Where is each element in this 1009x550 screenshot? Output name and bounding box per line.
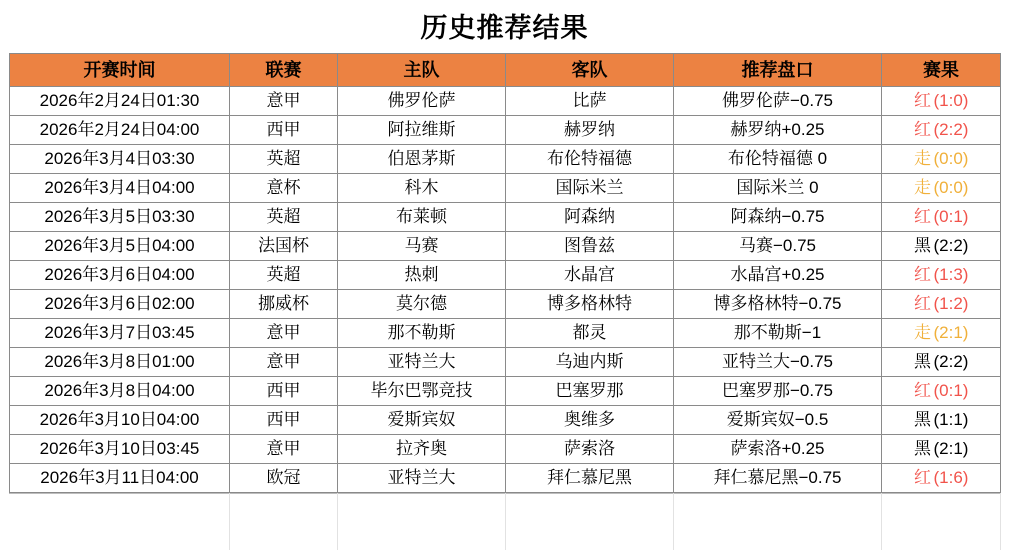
page-title: 历史推荐结果	[420, 13, 589, 43]
result-score: (2:1)	[933, 439, 969, 458]
cell-away: 阿森纳	[506, 203, 674, 232]
cell-home: 拉齐奥	[338, 435, 506, 464]
empty-cell	[9, 494, 229, 523]
column-header-time: 开赛时间	[10, 54, 230, 87]
result-score: (1:3)	[933, 265, 969, 284]
cell-home: 佛罗伦萨	[338, 87, 506, 116]
cell-time: 2026年3月8日04:00	[10, 377, 230, 406]
empty-row	[9, 522, 1000, 550]
cell-time: 2026年3月10日04:00	[10, 406, 230, 435]
cell-result	[882, 348, 1001, 377]
cell-home: 布莱顿	[338, 203, 506, 232]
cell-tip: 佛罗伦萨−0.75	[674, 87, 882, 116]
result-score: (1:1)	[933, 410, 969, 429]
column-header-tip: 推荐盘口	[674, 54, 882, 87]
cell-result	[882, 406, 1001, 435]
cell-time: 2026年3月7日03:45	[10, 319, 230, 348]
cell-result	[882, 464, 1001, 493]
result-score: (2:2)	[933, 352, 969, 371]
cell-result	[882, 261, 1001, 290]
cell-time: 2026年3月4日03:30	[10, 145, 230, 174]
table-row	[10, 232, 1001, 261]
table-header-row	[10, 54, 1001, 87]
result-label: 红	[914, 207, 932, 226]
result-label: 黑	[914, 236, 932, 255]
column-header-home: 主队	[338, 54, 506, 87]
cell-league: 英超	[230, 261, 338, 290]
cell-time: 2026年3月4日04:00	[10, 174, 230, 203]
cell-home: 毕尔巴鄂竞技	[338, 377, 506, 406]
cell-away: 赫罗纳	[506, 116, 674, 145]
cell-home: 阿拉维斯	[338, 116, 506, 145]
cell-tip: 拜仁慕尼黑−0.75	[674, 464, 882, 493]
table-row	[10, 319, 1001, 348]
cell-away: 国际米兰	[506, 174, 674, 203]
empty-cell	[881, 494, 1000, 523]
cell-result	[882, 174, 1001, 203]
cell-tip: 巴塞罗那−0.75	[674, 377, 882, 406]
cell-tip: 亚特兰大−0.75	[674, 348, 882, 377]
table-row	[10, 145, 1001, 174]
result-label: 黑	[914, 439, 932, 458]
cell-away: 布伦特福德	[506, 145, 674, 174]
cell-time: 2026年3月8日01:00	[10, 348, 230, 377]
result-label: 走	[914, 149, 932, 168]
cell-result	[882, 377, 1001, 406]
cell-tip: 爱斯宾奴−0.5	[674, 406, 882, 435]
cell-time: 2026年3月6日04:00	[10, 261, 230, 290]
empty-cell	[505, 494, 673, 523]
cell-time: 2026年2月24日01:30	[10, 87, 230, 116]
cell-result	[882, 203, 1001, 232]
table-row	[10, 406, 1001, 435]
table-row	[10, 377, 1001, 406]
empty-cell	[881, 522, 1000, 550]
cell-away: 萨索洛	[506, 435, 674, 464]
cell-home: 亚特兰大	[338, 464, 506, 493]
cell-league: 欧冠	[230, 464, 338, 493]
cell-league: 西甲	[230, 377, 338, 406]
column-header-result: 赛果	[882, 54, 1001, 87]
cell-home: 莫尔德	[338, 290, 506, 319]
result-score: (1:0)	[933, 91, 969, 110]
result-score: (1:2)	[933, 294, 969, 313]
table-row	[10, 464, 1001, 493]
cell-home: 伯恩茅斯	[338, 145, 506, 174]
cell-home: 那不勒斯	[338, 319, 506, 348]
cell-league: 挪威杯	[230, 290, 338, 319]
cell-away: 拜仁慕尼黑	[506, 464, 674, 493]
cell-away: 乌迪内斯	[506, 348, 674, 377]
cell-home: 热刺	[338, 261, 506, 290]
cell-result	[882, 435, 1001, 464]
cell-away: 奥维多	[506, 406, 674, 435]
cell-away: 巴塞罗那	[506, 377, 674, 406]
cell-tip: 萨索洛+0.25	[674, 435, 882, 464]
cell-tip: 阿森纳−0.75	[674, 203, 882, 232]
table-row	[10, 290, 1001, 319]
cell-time: 2026年2月24日04:00	[10, 116, 230, 145]
cell-away: 比萨	[506, 87, 674, 116]
cell-tip: 博多格林特−0.75	[674, 290, 882, 319]
cell-time: 2026年3月10日03:45	[10, 435, 230, 464]
cell-league: 法国杯	[230, 232, 338, 261]
result-score: (2:2)	[933, 120, 969, 139]
cell-league: 西甲	[230, 116, 338, 145]
cell-tip: 马赛−0.75	[674, 232, 882, 261]
cell-away: 博多格林特	[506, 290, 674, 319]
cell-time: 2026年3月11日04:00	[10, 464, 230, 493]
cell-result	[882, 116, 1001, 145]
result-label: 走	[914, 178, 932, 197]
column-header-league: 联赛	[230, 54, 338, 87]
result-label: 红	[914, 468, 932, 487]
result-label: 红	[914, 120, 932, 139]
result-label: 红	[914, 294, 932, 313]
table-body	[10, 87, 1001, 493]
result-label: 红	[914, 381, 932, 400]
cell-result	[882, 145, 1001, 174]
cell-league: 英超	[230, 145, 338, 174]
cell-league: 意杯	[230, 174, 338, 203]
table-row	[10, 87, 1001, 116]
history-results-table	[9, 53, 1001, 493]
empty-cell	[337, 522, 505, 550]
table-row	[10, 116, 1001, 145]
empty-rows-area	[9, 493, 1000, 550]
empty-cell	[229, 494, 337, 523]
cell-time: 2026年3月5日04:00	[10, 232, 230, 261]
cell-home: 马赛	[338, 232, 506, 261]
empty-cell	[673, 494, 881, 523]
cell-home: 爱斯宾奴	[338, 406, 506, 435]
result-label: 红	[914, 91, 932, 110]
table-header	[10, 54, 1001, 87]
cell-league: 意甲	[230, 435, 338, 464]
result-score: (0:1)	[933, 381, 969, 400]
empty-grid	[9, 493, 1001, 550]
table-row	[10, 348, 1001, 377]
cell-away: 都灵	[506, 319, 674, 348]
column-header-away: 客队	[506, 54, 674, 87]
cell-tip: 国际米兰 0	[674, 174, 882, 203]
result-label: 黑	[914, 410, 932, 429]
cell-result	[882, 232, 1001, 261]
result-label: 红	[914, 265, 932, 284]
cell-result	[882, 87, 1001, 116]
result-label: 走	[914, 323, 932, 342]
result-score: (0:0)	[933, 178, 969, 197]
table-row	[10, 203, 1001, 232]
result-score: (0:0)	[933, 149, 969, 168]
table-row	[10, 261, 1001, 290]
cell-league: 西甲	[230, 406, 338, 435]
cell-tip: 布伦特福德 0	[674, 145, 882, 174]
result-score: (2:2)	[933, 236, 969, 255]
empty-cell	[673, 522, 881, 550]
result-score: (2:1)	[933, 323, 969, 342]
result-label: 黑	[914, 352, 932, 371]
cell-home: 亚特兰大	[338, 348, 506, 377]
cell-league: 英超	[230, 203, 338, 232]
cell-tip: 那不勒斯−1	[674, 319, 882, 348]
cell-tip: 赫罗纳+0.25	[674, 116, 882, 145]
cell-away: 图鲁兹	[506, 232, 674, 261]
result-score: (0:1)	[933, 207, 969, 226]
cell-result	[882, 319, 1001, 348]
empty-row	[9, 494, 1000, 523]
cell-league: 意甲	[230, 319, 338, 348]
cell-result	[882, 290, 1001, 319]
empty-cell	[337, 494, 505, 523]
cell-league: 意甲	[230, 348, 338, 377]
cell-tip: 水晶宫+0.25	[674, 261, 882, 290]
empty-cell	[229, 522, 337, 550]
cell-time: 2026年3月6日02:00	[10, 290, 230, 319]
empty-cell	[9, 522, 229, 550]
result-score: (1:6)	[933, 468, 969, 487]
cell-time: 2026年3月5日03:30	[10, 203, 230, 232]
cell-away: 水晶宫	[506, 261, 674, 290]
cell-home: 科木	[338, 174, 506, 203]
table-row	[10, 174, 1001, 203]
cell-league: 意甲	[230, 87, 338, 116]
empty-cell	[505, 522, 673, 550]
table-row	[10, 435, 1001, 464]
